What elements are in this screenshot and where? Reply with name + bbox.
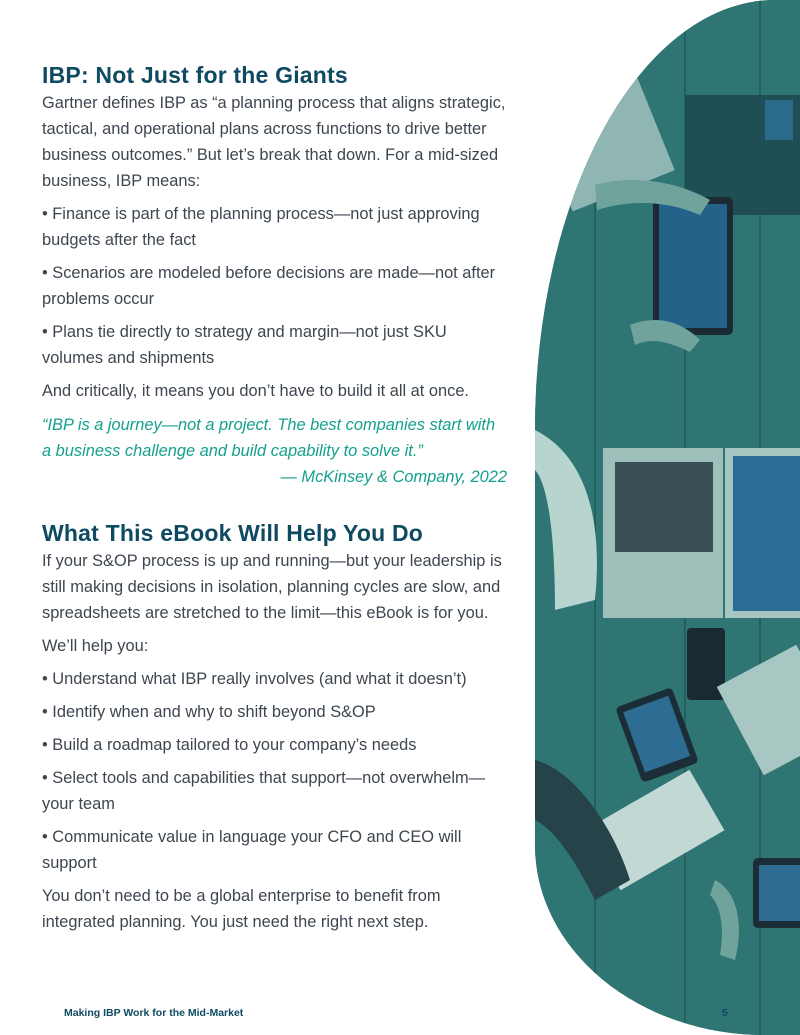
bullet-item: • Select tools and capabilities that support—not overwhelm—your team [42,769,486,813]
bullet-item: • Plans tie directly to strategy and margin—not just SKU volumes and shipments [42,323,447,367]
bullet-item: • Communicate value in language your CFO and CEO will support [42,828,462,872]
footer-title: Making IBP Work for the Mid-Market [64,1007,244,1019]
quote-text: “IBP is a journey—not a project. The best companies start with a business challenge and build capability to solve it.” [42,416,496,460]
bullet-item: • Understand what IBP really involves (and what it doesn’t) [42,670,467,688]
quote-attribution: — McKinsey & Company, 2022 [280,468,507,486]
lead-paragraph: We’ll help you: [42,637,149,655]
bullet-item: • Build a roadmap tailored to your company’s needs [42,736,417,754]
table-illustration [535,0,800,1035]
bullet-item: • Finance is part of the planning process—not just approving budgets after the fact [42,205,480,249]
section-ebook [42,518,507,935]
page-number: 5 [722,1007,728,1019]
intro-paragraph: Gartner defines IBP as “a planning process that aligns strategic, tactical, and operational plans across functions to drive better business outcomes.” But let’s break that down. For a mid-sized business, IBP means: [42,94,506,190]
section-heading-ibp: IBP: Not Just for the Giants [42,62,348,88]
intro-paragraph: If your S&OP process is up and running—but your leadership is still making decisions in isolation, planning cycles are slow, and spreadsheets are stretched to the limit—this eBook is for you. [42,552,502,622]
pull-quote [42,412,507,490]
main-content [42,60,507,935]
section-heading-ebook: What This eBook Will Help You Do [42,520,424,546]
closing-paragraph: And critically, it means you don’t have to build it all at once. [42,382,469,400]
closing-paragraph: You don’t need to be a global enterprise to benefit from integrated planning. You just need the right next step. [42,887,441,931]
bullet-item: • Identify when and why to shift beyond S&OP [42,703,376,721]
meeting-photo [535,0,800,1035]
bullet-item: • Scenarios are modeled before decisions are made—not after problems occur [42,264,496,308]
